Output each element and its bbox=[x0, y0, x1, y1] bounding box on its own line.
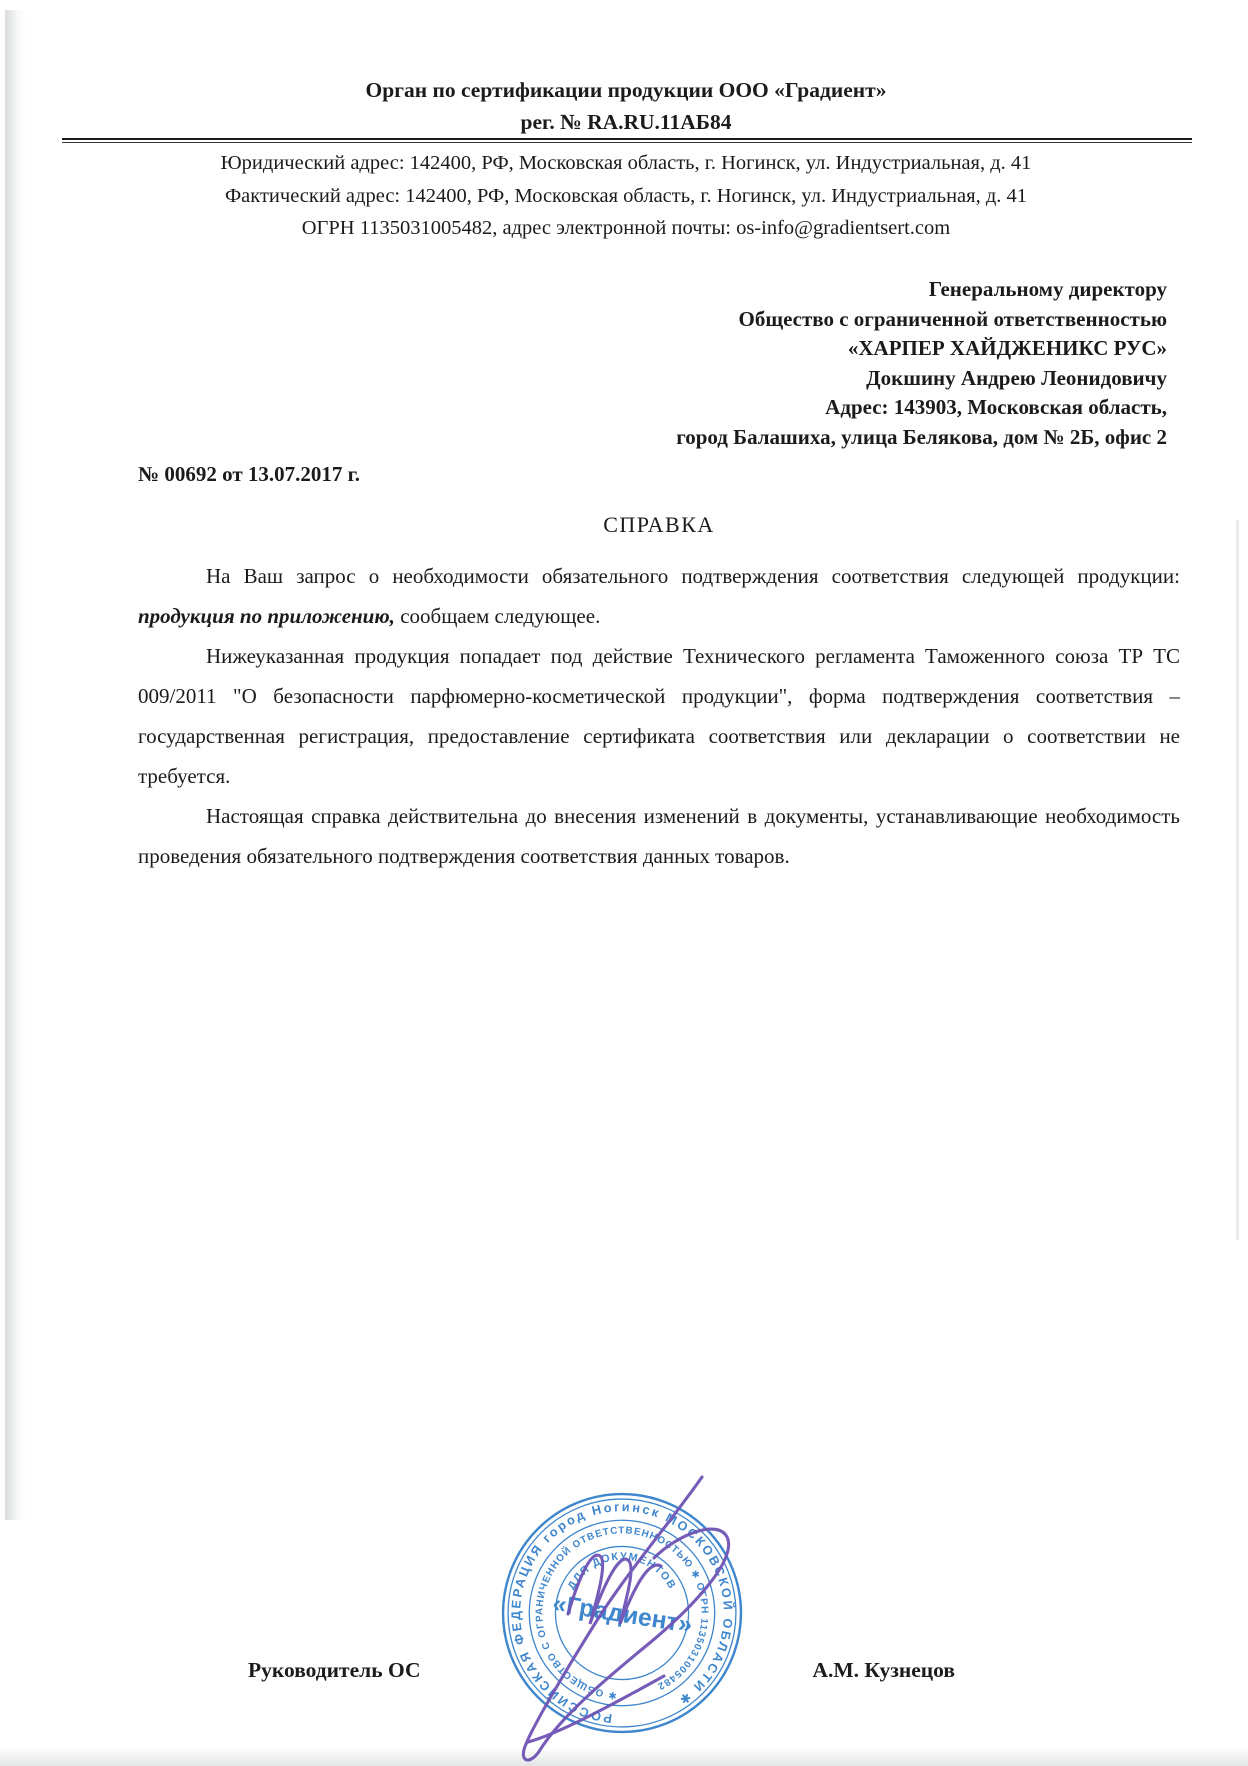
stamp-center-text: «Градиент» bbox=[550, 1590, 695, 1639]
signatory-name: А.М. Кузнецов bbox=[812, 1658, 955, 1682]
org-name: Орган по сертификации продукции ООО «Градиент» bbox=[365, 78, 887, 102]
letterhead bbox=[62, 74, 1190, 138]
stamp-inner-arc-text: ДЛЯ ДОКУМЕНТОВ bbox=[565, 1550, 679, 1592]
org-address-block bbox=[62, 147, 1190, 245]
reference-number: № 00692 от 13.07.2017 г. bbox=[138, 462, 361, 486]
document-title: СПРАВКА bbox=[603, 512, 715, 537]
letterhead-divider bbox=[62, 138, 1192, 143]
signatory-position-label: Руководитель ОС bbox=[248, 1658, 421, 1682]
paragraph-1 bbox=[138, 556, 1180, 636]
recipient-line: Докшину Андрею Леонидовичу bbox=[866, 365, 1167, 390]
scan-edge-left bbox=[5, 10, 27, 1520]
paragraph-1-end: сообщаем следующее. bbox=[394, 604, 601, 628]
recipient-line: Генеральному директору bbox=[928, 277, 1167, 301]
recipient-line: Общество с ограниченной ответственностью bbox=[738, 306, 1167, 331]
signature-scribble bbox=[440, 1442, 820, 1764]
recipient-block bbox=[676, 275, 1167, 453]
actual-address-line: Фактический адрес: 142400, РФ, Московская область, г. Ногинск, ул. Индустриальная, д. 41 bbox=[224, 184, 1028, 207]
paragraph-3: Настоящая справка действительна до внесения изменений в документы, устанавливающие необходимость проведения обязательного подтверждения соответствия данных товаров. bbox=[138, 804, 1180, 868]
signature-flourish bbox=[528, 1676, 664, 1742]
legal-address-line: Юридический адрес: 142400, РФ, Московская область, г. Ногинск, ул. Индустриальная, д. 41 bbox=[220, 152, 1032, 174]
signature-zigzag bbox=[568, 1555, 661, 1624]
ogrn-email-line: ОГРН 1135031005482, адрес электронной почты: os-info@gradientsert.com bbox=[301, 217, 951, 240]
paragraph-1-start: На Ваш запрос о необходимости обязательного подтверждения соответствия следующей продукции: bbox=[206, 564, 1180, 588]
paragraph-2: Нижеуказанная продукция попадает под действие Технического регламента Таможенного союза ТР ТС 009/2011 "О безопасности парфюмерно-косметической продукции", форма подтверждения соответствия – государственная регистрация, предоставление сертификата соответствия или декларации о соответствии не требуется. bbox=[138, 644, 1180, 788]
handwritten-signature bbox=[440, 1442, 820, 1764]
recipient-line: Адрес: 143903, Московская область, bbox=[825, 395, 1167, 420]
document-body bbox=[138, 556, 1180, 876]
scan-edge-right bbox=[1236, 520, 1239, 1240]
stamp-middle-ring-text: ✱ ОБЩЕСТВО С ОГРАНИЧЕННОЙ ОТВЕТСТВЕННОСТЬЮ ✱ ОГРН 1135031005482 bbox=[534, 1525, 710, 1701]
paragraph-1-emphasis: продукция по приложению, bbox=[138, 604, 395, 628]
org-reg-number: рег. № RA.RU.11АБ84 bbox=[520, 110, 732, 134]
signature-main-loop bbox=[523, 1477, 728, 1760]
recipient-line: город Балашиха, улица Белякова, дом № 2Б, офис 2 bbox=[676, 424, 1167, 449]
recipient-line: «ХАРПЕР ХАЙДЖЕНИКС РУС» bbox=[847, 336, 1167, 361]
stamp-outer-ring-text: РОССИЙСКАЯ ФЕДЕРАЦИЯ город Ногинск МОСКОВСКОЙ ОБЛАСТИ ✱ bbox=[509, 1500, 735, 1726]
